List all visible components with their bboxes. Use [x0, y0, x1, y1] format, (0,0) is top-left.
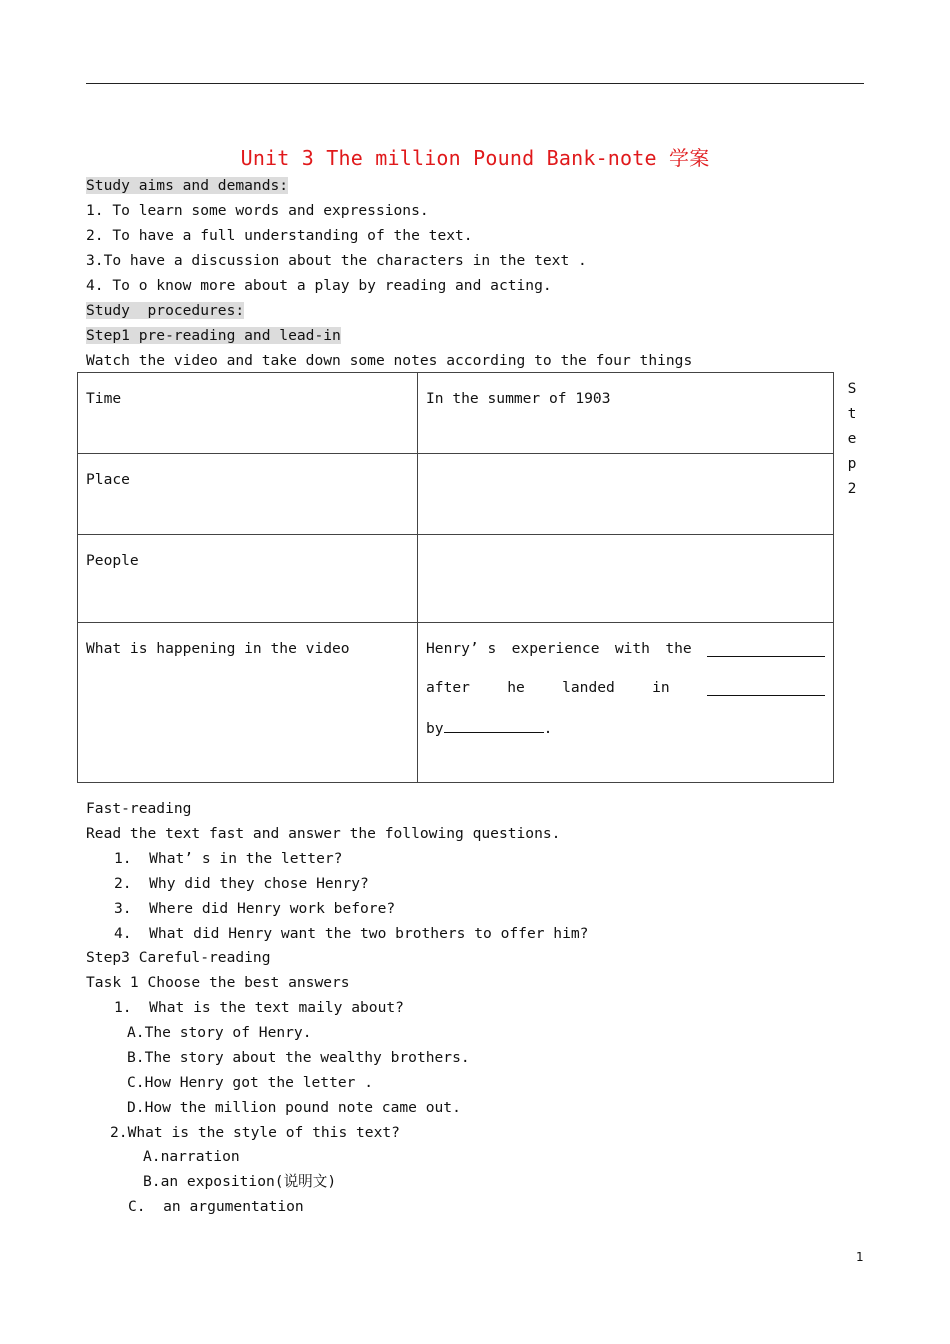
- step2-letter: 2: [847, 480, 857, 497]
- aim-item: 4. To o know more about a play by reading and acting.: [86, 277, 552, 294]
- option-item: D.How the million pound note came out.: [127, 1099, 461, 1116]
- table-row: [78, 454, 834, 535]
- option-item: C. an argumentation: [128, 1198, 304, 1215]
- option-item: B.The story about the wealthy brothers.: [127, 1049, 470, 1066]
- table-cell-label: What is happening in the video: [78, 623, 418, 783]
- option-item: A.The story of Henry.: [127, 1024, 312, 1041]
- page-number: 1: [856, 1250, 864, 1264]
- aims-heading: [86, 176, 288, 196]
- fast-reading-instruction: Read the text fast and answer the following questions.: [86, 825, 561, 842]
- procedures-heading-text: Study procedures:: [86, 302, 245, 319]
- step2-letter: t: [847, 405, 857, 422]
- happening-word: with: [614, 640, 650, 657]
- happening-word: Henry’ s: [426, 640, 497, 657]
- table-cell-happening: [418, 623, 834, 783]
- question-item: 4. What did Henry want the two brothers to offer him?: [114, 925, 589, 942]
- step2-letter: S: [847, 380, 857, 397]
- happening-word: in: [652, 679, 670, 696]
- step2-letter: p: [847, 455, 857, 472]
- table-cell-value: [418, 454, 834, 535]
- happening-word: the: [665, 640, 692, 657]
- header-rule: [86, 83, 864, 84]
- question-item: 1. What’ s in the letter?: [114, 850, 343, 867]
- aim-item: 1. To learn some words and expressions.: [86, 202, 429, 219]
- happening-line-3: [426, 718, 825, 737]
- step2-letter: e: [847, 430, 857, 447]
- task1-heading: Task 1 Choose the best answers: [86, 974, 350, 991]
- table-row: [78, 535, 834, 623]
- step3-heading: Step3 Careful-reading: [86, 949, 271, 966]
- fill-blank[interactable]: [707, 642, 825, 657]
- step1-heading: [86, 326, 341, 346]
- step1-instruction: Watch the video and take down some notes according to the four things: [86, 352, 693, 369]
- notes-table: [77, 372, 834, 783]
- table-row: [78, 373, 834, 454]
- table-row: [78, 623, 834, 783]
- fill-blank[interactable]: [707, 681, 825, 696]
- question-item: 2. Why did they chose Henry?: [114, 875, 369, 892]
- aim-item: 3.To have a discussion about the characters in the text .: [86, 252, 587, 269]
- aims-heading-text: Study aims and demands:: [86, 177, 289, 194]
- table-cell-value: In the summer of 1903: [418, 373, 834, 454]
- question-item: 2.What is the style of this text?: [110, 1124, 400, 1141]
- happening-word: by: [426, 720, 444, 737]
- procedures-heading: [86, 301, 244, 321]
- table-cell-label: Place: [78, 454, 418, 535]
- option-item: A.narration: [143, 1148, 240, 1165]
- page-title: Unit 3 The million Pound Bank-note 学案: [240, 146, 710, 170]
- option-item: C.How Henry got the letter .: [127, 1074, 374, 1091]
- happening-word: he: [507, 679, 525, 696]
- question-item: 1. What is the text maily about?: [114, 999, 404, 1016]
- happening-line-2: [426, 679, 825, 696]
- step1-heading-text: Step1 pre-reading and lead-in: [86, 327, 341, 344]
- happening-word: after: [426, 679, 470, 696]
- option-item: B.an exposition(说明文): [143, 1173, 337, 1190]
- happening-word: .: [543, 720, 553, 737]
- table-cell-value: [418, 535, 834, 623]
- happening-word: experience: [511, 640, 600, 657]
- question-item: 3. Where did Henry work before?: [114, 900, 396, 917]
- table-cell-label: People: [78, 535, 418, 623]
- fast-reading-heading: Fast-reading: [86, 800, 192, 817]
- fill-blank[interactable]: [444, 718, 544, 733]
- happening-word: landed: [562, 679, 615, 696]
- step2-vertical-label: [846, 376, 858, 501]
- aim-item: 2. To have a full understanding of the text.: [86, 227, 473, 244]
- happening-line-1: [426, 640, 825, 657]
- table-cell-label: Time: [78, 373, 418, 454]
